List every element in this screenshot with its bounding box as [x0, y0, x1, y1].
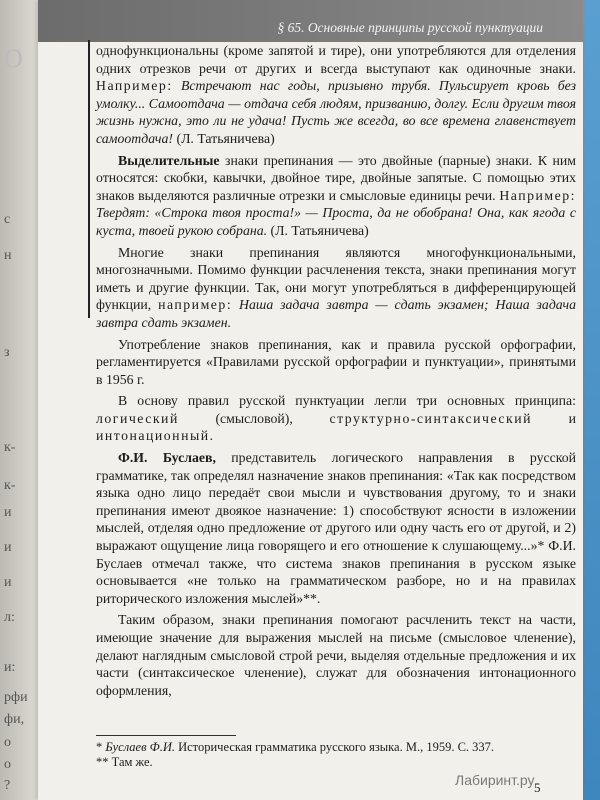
- p3-example: Наша задача завтра — сдать экзамен; Наша задача завтра сдать экзамен.: [96, 297, 577, 330]
- footnote-1-mark: *: [96, 740, 103, 754]
- footnote-1-text: Историческая грамматика русского языка. М., 1959. С. 337.: [178, 740, 495, 754]
- principle-intonational: интонационный.: [96, 428, 215, 444]
- prev-page-fragment: к-: [4, 440, 16, 455]
- prev-page-fragment: фи,: [4, 712, 25, 727]
- footnote-1: [96, 740, 576, 755]
- paragraph-2: [96, 152, 576, 240]
- principle-logical: логический: [96, 410, 179, 426]
- p1-label: Например:: [96, 78, 173, 94]
- p2-text: знаки препинания — это двойные (парные) знаки. К ним относятся: скобки, кавычки, двойное тире, двойные запятые. С помощью этих знаков выделяются различные отрезки и смысловые единицы речи.: [96, 152, 576, 203]
- prev-page-fragment: о: [4, 757, 11, 772]
- p3-text: Многие знаки препинания являются многофункциональными, многозначными. Помимо функции расчленения текста, знаки препинания могут иметь и другие функции. Так, они могут употребляться в дифференцирующей функции,: [96, 244, 576, 313]
- running-header: [38, 0, 583, 42]
- p5-and: и: [568, 410, 577, 426]
- section-title: § 65. Основные принципы русской пунктуации: [277, 20, 543, 35]
- prev-page-fragment: з: [4, 345, 10, 360]
- prev-page-fragment: и: [4, 575, 12, 590]
- p2-cite: (Л. Татьяничева): [270, 222, 369, 238]
- p2-label: Например:: [499, 187, 576, 203]
- p5-mid: (смысловой),: [215, 410, 293, 426]
- paragraph-3: [96, 244, 576, 332]
- prev-page-fragment: л:: [4, 610, 15, 625]
- watermark: Лабиринт.ру: [455, 772, 535, 788]
- body-text: [96, 42, 576, 703]
- previous-page-edge: [0, 0, 38, 800]
- footnotes: [96, 740, 576, 770]
- p1-text: однофункциональны (кроме запятой и тире), они употребляются для отделения одних отрезков речи от других и всегда выступают как одиночные знаки.: [96, 43, 576, 76]
- p2-term: Выделительные: [118, 152, 220, 168]
- footnote-rule: [96, 735, 236, 736]
- prev-page-fragment: рфи: [4, 690, 28, 705]
- prev-page-fragment: и: [4, 540, 12, 555]
- p1-example: Встречают нас годы, призывно трубя. Пульсирует кровь без умолку... Самоотдача — отдача себя людям, призванию, долгу. Если другим твоя жизнь нужна, это ли не удача! Пусть же всегда, во все времена главенствует самоотдача!: [96, 78, 576, 146]
- paragraph-5: [96, 392, 576, 445]
- book-page: [38, 0, 583, 800]
- paragraph-1: [96, 42, 576, 148]
- footnote-1-author: Буслаев Ф.И.: [105, 740, 175, 754]
- p2-example: Твердят: «Строка твоя проста!» — Проста, да не обобрана! Она, как ягода с куста, твоей рукою собрана.: [96, 205, 576, 238]
- p3-label: например:: [158, 297, 233, 313]
- page-number: 5: [534, 780, 541, 795]
- principle-structural: структурно-синтаксический: [329, 410, 533, 426]
- prev-page-fragment: к-: [4, 478, 16, 493]
- prev-page-fragment: и: [4, 505, 12, 520]
- prev-page-fragment: о: [4, 735, 11, 750]
- prev-page-fragment: н: [4, 248, 12, 263]
- paragraph-6: [96, 449, 576, 607]
- prev-page-fragment: ?: [4, 778, 11, 793]
- prev-page-fragment: с: [4, 212, 11, 227]
- prev-page-fragment: O: [4, 44, 23, 73]
- prev-page-fragment: и:: [4, 660, 16, 675]
- p6-text: представитель логического направления в русской грамматике, так определял назначение знаков препинания: «Так как посредством языка одно лицо передаёт свои мысли и чувствования другому, то и знаки препинания имеют двоякое назначение: 1) способствуют ясности в изложении мыслей, отделяя одно предложение от другого или одну часть его от другой, и 2) выражают ощущение лица говорящего и его отношение к слушающему...»* Ф.И. Буслаев отмечал также, что система знаков препинания в русском языке основывается «не только на грамматическом разборе, но и на правилах риторического изложения мыслей»**.: [96, 450, 577, 606]
- paragraph-4: Употребление знаков препинания, как и правила русской орфографии, регламентируется «Правилами русской орфографии и пунктуации», принятыми в 1956 г.: [96, 336, 576, 387]
- paragraph-7: Таким образом, знаки препинания помогают расчленить текст на части, имеющие значение для выражения мыслей на письме (смысловое членение), делают наглядным смысловой строй речи, выделяя отдельные предложения и их части (синтаксическое членение), служат для обозначения интонационного оформления,: [96, 612, 576, 698]
- p1-cite: (Л. Татьяничева): [176, 130, 275, 146]
- footnote-2: ** Там же.: [96, 755, 153, 769]
- p6-name: Ф.И. Буслаев,: [118, 450, 216, 466]
- margin-rule: [88, 40, 90, 318]
- p5-text: В основу правил русской пунктуации легли три основных принципа:: [118, 393, 576, 409]
